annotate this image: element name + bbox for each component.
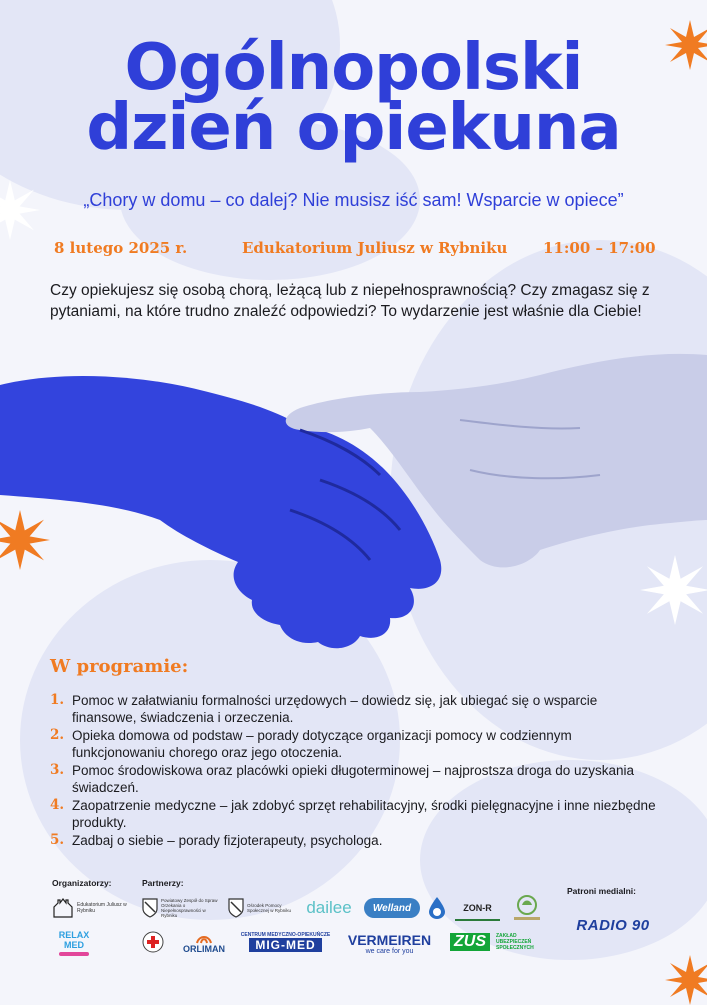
coat-of-arms-icon xyxy=(228,898,244,918)
program-item xyxy=(50,727,660,761)
program-item-number: 3. xyxy=(50,762,65,778)
program-item-number: 1. xyxy=(50,692,65,708)
title-line-1: Ogólnopolski xyxy=(124,31,583,105)
program-item xyxy=(50,762,660,796)
zus-full-name: ZAKŁAD UBEZPIECZEŃ SPOŁECZNYCH xyxy=(496,933,534,951)
vermeiren-name: VERMEIREN xyxy=(347,931,432,948)
zus-logo xyxy=(450,928,550,956)
intro-text: Czy opiekujesz się osobą chorą, leżącą lub z niepełnosprawnością? Czy zmagasz się z pytaniami, na które trudno znaleźć odpowiedzi? To wydarzenie jest właśnie dla Ciebie! xyxy=(50,282,650,320)
leaf-logo-icon xyxy=(510,893,544,923)
mig-med-tagline: CENTRUM MEDYCZNO-OPIEKUŃCZE xyxy=(240,932,331,938)
orliman-symbol-icon xyxy=(196,932,212,944)
program-item xyxy=(50,832,660,849)
program-item-text: Opieka domowa od podstaw – porady dotyczące organizacji pomocy w codziennym funkcjonowaniu chorego oraz jego otoczenia. xyxy=(72,728,572,760)
program-title: W programie: xyxy=(50,656,189,677)
program-list xyxy=(50,692,660,850)
program-item-number: 4. xyxy=(50,797,65,813)
program-item xyxy=(50,692,660,726)
relax-med-name: RELAX MED xyxy=(58,930,90,950)
media-patrons-label: Patroni medialni: xyxy=(567,886,636,896)
ops-logo xyxy=(228,893,298,923)
vermeiren-tagline: we care for you xyxy=(365,947,414,955)
drop-icon xyxy=(427,896,447,920)
partners-label: Partnerzy: xyxy=(142,878,184,888)
orange-star-icon xyxy=(665,955,707,1005)
red-cross-icon xyxy=(142,931,164,953)
relax-med-bar xyxy=(59,952,89,956)
poster-title xyxy=(0,31,707,165)
relax-med-logo xyxy=(50,930,98,956)
dailee-logo: dailee xyxy=(306,898,352,917)
organizers-label: Organizatorzy: xyxy=(52,878,112,888)
subtitle: „Chory w domu – co dalej? Nie musisz iść sam! Wsparcie w opiece” xyxy=(83,190,624,210)
title-line-2: dzień opiekuna xyxy=(86,91,621,165)
orliman-name: ORLIMAN xyxy=(183,944,225,954)
program-item-text: Pomoc środowiskowa oraz placówki opieki długoterminowej – najprostsza droga do uzyskania świadczeń. xyxy=(72,763,635,795)
building-icon xyxy=(52,897,74,919)
vermeiren-logo xyxy=(342,928,437,958)
event-date: 8 lutego 2025 r. xyxy=(54,239,188,257)
radio-90-name: RADIO 90 xyxy=(576,916,650,934)
program-item-text: Pomoc w załatwianiu formalności urzędowych – dowiedz się, jak ubiegać się o wsparcie finansowe, świadczenia i orzeczenia. xyxy=(72,693,598,725)
program-item-number: 2. xyxy=(50,727,65,743)
edukatorium-logo xyxy=(52,895,132,921)
coat-of-arms-icon xyxy=(142,898,158,918)
program-item xyxy=(50,797,660,831)
event-time: 11:00 – 17:00 xyxy=(543,239,656,257)
powiat-name: Powiatowy Zespół do Spraw Orzekania o Niepełnosprawności w Rybniku xyxy=(161,898,218,918)
zus-name: ZUS xyxy=(450,933,490,951)
event-venue: Edukatorium Juliusz w Rybniku xyxy=(242,239,508,257)
mig-med-logo xyxy=(238,928,333,956)
zonr-logo: ZON-R xyxy=(455,897,500,921)
program-item-number: 5. xyxy=(50,832,65,848)
ops-name: Ośrodek Pomocy Społecznej w Rybniku xyxy=(247,903,292,913)
program-item-text: Zadbaj o siebie – porady fizjoterapeuty, psychologa. xyxy=(72,833,383,848)
program-item-text: Zaopatrzenie medyczne – jak zdobyć sprzęt rehabilitacyjny, środki pielęgnacyjne i inne niezbędne produkty. xyxy=(72,798,656,830)
orliman-logo xyxy=(178,928,230,958)
powiat-logo xyxy=(142,893,222,923)
radio-90-logo xyxy=(568,913,658,937)
mig-med-name: MIG-MED xyxy=(249,938,321,952)
edukatorium-name: Edukatorium Juliusz w Rybniku xyxy=(77,902,127,914)
welland-logo: Welland xyxy=(364,898,420,918)
handshake-illustration xyxy=(0,330,707,660)
